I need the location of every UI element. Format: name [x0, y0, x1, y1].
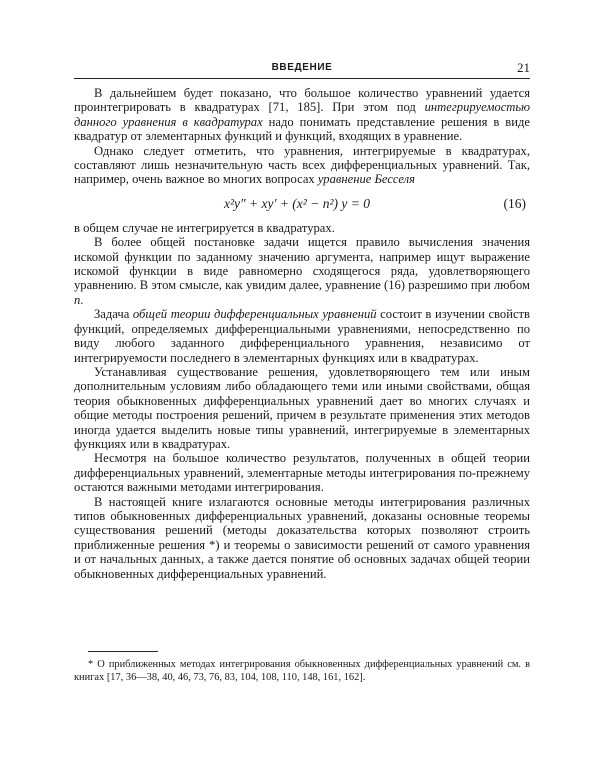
header-divider	[74, 78, 530, 79]
equation-formula: x²y″ + xy′ + (x² − n²) y = 0	[224, 195, 370, 211]
paragraph-2: Однако следует отметить, что уравнения, интегрируемые в квадратурах, составляют лишь незначительную часть всех дифференциальных уравнений. Так, например, очень важное во многих вопросах уравнение Бесселя	[74, 143, 530, 187]
equation-16	[74, 191, 530, 221]
emphasis-term: уравнение Бесселя	[317, 172, 415, 187]
page-number: 21	[517, 60, 530, 75]
paragraph-8: В настоящей книге излагаются основные методы интегрирования различных типов обыкновенных дифференциальных уравнений, доказаны основные теоремы существования решений (методы доказательства которых позволяют строить приближенные решения *) и теоремы о зависимости решений от самого уравнения и от начальных данных, а также дается понятие об основных задачах общей теории обыкновенных дифференциальных уравнений.	[74, 494, 530, 581]
main-text	[74, 86, 530, 581]
footnote: * О приближенных методах интегрирования обыкновенных дифференциальных уравнений см. в книгах [17, 36—38, 40, 46, 73, 76, 83, 104, 108, 110, 148, 161, 162].	[74, 659, 530, 683]
chapter-title: ВВЕДЕНИЕ	[271, 62, 333, 73]
footnote-divider	[88, 651, 158, 652]
paragraph-4: В более общей постановке задачи ищется правило вычисления значения искомой функции по заданному значению аргумента, например ищут выражение искомой функции в виде равномерно сходящегося ряда, удовлетворяющего уравнению. В этом смысле, как увидим далее, уравнение (16) разрешимо при любом n.	[74, 235, 530, 307]
running-header	[74, 60, 530, 78]
emphasis-variable: n	[74, 292, 81, 307]
paragraph-7: Несмотря на большое количество результатов, полученных в общей теории дифференциальных уравнений, элементарные методы интегрирования по-прежнему остаются важными методами интегрирования.	[74, 451, 530, 495]
paragraph-1: В дальнейшем будет показано, что большое количество уравнений удается проинтегрировать в квадратурах [71, 185]. При этом под интегрируемостью данного уравнения в квадратурах надо понимать представление решения в виде квадратур от элементарных функций и функций, входящих в уравнение.	[74, 86, 530, 144]
paragraph-5: Задача общей теории дифференциальных уравнений состоит в изучении свойств функций, определяемых дифференциальными уравнениями, непосредственно по виду любого заданного дифференциального уравнения, независимо от интегрируемости последнего в элементарных функциях или в квадратурах.	[74, 307, 530, 365]
emphasis-term: интегрируемостью данного уравнения в квадратурах	[74, 100, 530, 129]
emphasis-term: общей теории дифференциальных уравнений	[132, 307, 377, 322]
paragraph-3: в общем случае не интегрируется в квадратурах.	[74, 220, 335, 235]
equation-number: (16)	[503, 195, 526, 211]
paragraph-6: Устанавливая существование решения, удовлетворяющего тем или иным дополнительным условиям либо обладающего теми или иными свойствами, общая теория обыкновенных дифференциальных уравнений дает во многих случаях и общие методы построения решений, причем в результате применения этих методов иногда удается выделить новые типы уравнений, интегрируемые в элементарных функциях или в квадратурах.	[74, 364, 530, 451]
